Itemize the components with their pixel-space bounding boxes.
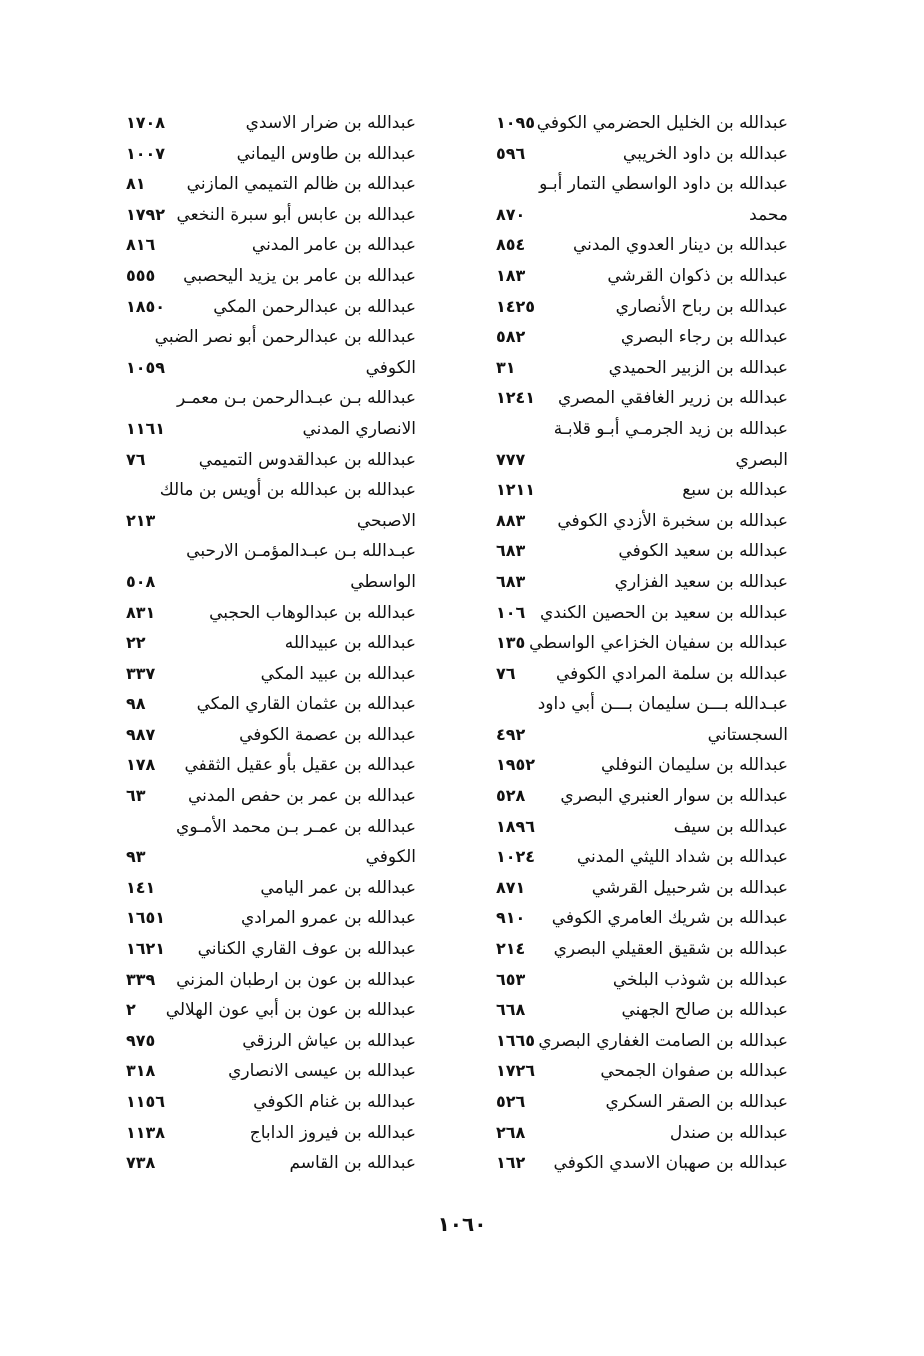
index-entry — [496, 536, 788, 567]
entry-number: ١٩٥٢ — [496, 755, 536, 775]
entry-name: عبدالله بن عامر بن يزيد اليحصبي — [183, 265, 416, 286]
index-entry — [496, 873, 788, 904]
index-entry — [126, 1118, 416, 1149]
index-entry — [496, 445, 788, 476]
entry-name: عبـدالله بـن عبـدالمؤمـن الارحبي — [186, 541, 416, 562]
entry-name: عبدالله بن عبيد المكي — [260, 663, 416, 684]
entry-name: عبدالله بن داود الخريبي — [622, 143, 788, 164]
index-entry — [126, 261, 416, 292]
index-entry — [126, 536, 416, 567]
entry-name: عبدالله بن شقيق العقيلي البصري — [553, 939, 788, 960]
entry-name: عبدالله بن غنام الكوفي — [253, 1092, 416, 1112]
index-entry — [126, 445, 416, 476]
entry-number: ١٦٥١ — [126, 908, 166, 928]
entry-name: عبدالله بن عمر اليامي — [260, 877, 416, 898]
entry-number: ٩١٠ — [496, 908, 526, 928]
index-entry — [496, 659, 788, 690]
index-entry — [126, 659, 416, 690]
entry-name: محمد — [749, 204, 788, 225]
entry-number: ٨٨٣ — [496, 510, 526, 530]
entry-name: عبدالله بن الزبير الحميدي — [608, 357, 788, 378]
entry-number: ١٧٢٦ — [496, 1061, 536, 1081]
entry-name: عبدالله بن صالح الجهني — [621, 1000, 788, 1021]
entry-name: عبدالله بن الخليل الحضرمي الكوفي — [536, 113, 788, 133]
index-entry — [496, 169, 788, 200]
entry-number: ٤٩٢ — [496, 724, 526, 744]
index-entry — [126, 475, 416, 506]
entry-name: عبدالله بن سيف — [673, 816, 788, 837]
entry-number: ٢ — [126, 1000, 136, 1020]
entry-number: ٨١ — [126, 174, 146, 194]
index-entry — [496, 383, 788, 414]
entry-number: ١٣٥ — [496, 633, 526, 653]
entry-name: عبدالله بن عثمان القاري المكي — [196, 694, 416, 715]
entry-name: عبدالله بن سبع — [682, 480, 788, 501]
index-entry — [496, 720, 788, 751]
entry-number: ٧٣٨ — [126, 1153, 156, 1173]
index-entry — [126, 1056, 416, 1087]
entry-number: ١٦٦٥ — [496, 1030, 536, 1050]
entry-name: عبدالله بن شوذب البلخي — [612, 969, 788, 990]
index-entry — [496, 475, 788, 506]
entry-number: ٣٣٩ — [126, 969, 156, 989]
entry-name: عبدالله بن طاوس اليماني — [236, 143, 416, 164]
index-entry — [126, 598, 416, 629]
index-entry — [126, 995, 416, 1026]
entry-name: عبدالله بن عياش الرزقي — [242, 1030, 416, 1051]
entry-number: ٩٨٧ — [126, 724, 156, 744]
entry-name: عبدالله بن فيروز الداباج — [249, 1122, 416, 1143]
entry-number: ١٦٢١ — [126, 939, 166, 959]
index-entry — [496, 1087, 788, 1118]
index-entry — [126, 934, 416, 965]
entry-number: ٧٦ — [126, 449, 146, 469]
index-entry — [126, 812, 416, 843]
entry-name: عبدالله بن عبدالرحمن أبو نصر الضبي — [154, 327, 416, 348]
index-entry — [496, 995, 788, 1026]
entry-number: ١٠٦ — [496, 602, 526, 622]
index-entry — [126, 965, 416, 996]
entry-name: عبدالله بن سلمة المرادي الكوفي — [555, 663, 788, 684]
entry-number: ١٤١ — [126, 877, 156, 897]
index-entry — [126, 353, 416, 384]
index-entry — [126, 720, 416, 751]
entry-name: عبدالله بن شرحبيل القرشي — [591, 877, 788, 898]
entry-number: ٣١٨ — [126, 1061, 156, 1081]
index-entry — [496, 1148, 788, 1179]
entry-name: عبدالله بن سعيد بن الحصين الكندي — [539, 602, 788, 623]
entry-name: عبدالله بن عبدالقدوس التميمي — [198, 449, 416, 470]
index-entry — [496, 322, 788, 353]
index-entry — [496, 750, 788, 781]
entry-number: ١٢١١ — [496, 480, 536, 500]
entry-name: عبدالله بن عيسى الانصاري — [228, 1061, 416, 1082]
index-entry — [496, 689, 788, 720]
index-entry — [126, 230, 416, 261]
entry-number: ٥٢٨ — [496, 786, 526, 806]
entry-number: ٨١٦ — [126, 235, 156, 255]
entry-number: ٢١٣ — [126, 510, 156, 530]
entry-number: ٧٧٧ — [496, 449, 526, 469]
index-entry — [496, 842, 788, 873]
entry-name: عبدالله بن سعيد الفزاري — [614, 571, 788, 592]
entry-name: الكوفي — [365, 357, 416, 378]
entry-number: ١٧٩٢ — [126, 204, 166, 224]
entry-name: عبدالله بن الصقر السكري — [605, 1092, 788, 1112]
index-column-left — [126, 108, 416, 1179]
entry-name: الانصاري المدني — [302, 418, 416, 439]
entry-name: عبدالله بن شريك العامري الكوفي — [551, 908, 788, 929]
entry-name: عبدالله بن زرير الغافقي المصري — [558, 388, 788, 409]
entry-number: ٨٧١ — [496, 877, 526, 897]
index-entry — [496, 230, 788, 261]
entry-name: عبدالله بـن عبـدالرحمن بـن معمـر — [177, 388, 416, 409]
index-entry — [496, 1118, 788, 1149]
entry-name: عبدالله بن سليمان النوفلي — [601, 755, 788, 776]
entry-number: ٩٨ — [126, 694, 146, 714]
entry-number: ٩٣ — [126, 847, 146, 867]
entry-name: الواسطي — [350, 571, 416, 592]
index-entry — [496, 353, 788, 384]
entry-number: ٨٥٤ — [496, 235, 526, 255]
entry-name: عبدالله بن زيد الجرمـي أبـو قلابـة — [553, 418, 788, 439]
index-column-right — [496, 108, 788, 1179]
entry-number: ٥٨٢ — [496, 327, 526, 347]
index-entry — [126, 506, 416, 537]
entry-name: عبدالله بن داود الواسطي التمار أبـو — [539, 174, 788, 195]
entry-number: ١٨٣ — [496, 265, 526, 285]
index-entry — [496, 934, 788, 965]
index-entry — [126, 689, 416, 720]
entry-name: عبدالله بن رجاء البصري — [620, 327, 788, 348]
entry-name: عبدالله بن عبدالوهاب الحجبي — [209, 602, 416, 623]
entry-number: ٣٣٧ — [126, 663, 156, 683]
entry-name: الاصبحي — [356, 510, 416, 531]
entry-number: ٦٦٨ — [496, 1000, 526, 1020]
entry-number: ١٧٨ — [126, 755, 156, 775]
entry-name: عبدالله بن سوار العنبري البصري — [560, 786, 788, 807]
index-entry — [496, 1056, 788, 1087]
entry-name: عبدالله بن سخبرة الأزدي الكوفي — [557, 510, 788, 531]
entry-name: عبدالله بن عون بن ارطبان المزني — [176, 969, 416, 990]
entry-number: ٥٠٨ — [126, 571, 156, 591]
index-entry — [126, 383, 416, 414]
entry-number: ٦٣ — [126, 786, 146, 806]
entry-number: ٢٦٨ — [496, 1122, 526, 1142]
entry-number: ١٠٥٩ — [126, 357, 166, 377]
entry-number: ٨٣١ — [126, 602, 156, 622]
index-entry — [496, 567, 788, 598]
entry-name: عبدالله بن دينار العدوي المدني — [572, 235, 788, 256]
index-entry — [496, 903, 788, 934]
entry-name: عبدالله بن شداد الليثي المدني — [576, 847, 788, 868]
index-entry — [496, 200, 788, 231]
entry-number: ٦٨٣ — [496, 541, 526, 561]
index-entry — [126, 139, 416, 170]
entry-number: ١١٣٨ — [126, 1122, 166, 1142]
entry-number: ١٠٠٧ — [126, 143, 166, 163]
entry-name: السجستاني — [707, 724, 788, 745]
index-entry — [496, 414, 788, 445]
entry-number: ١٠٢٤ — [496, 847, 536, 867]
entry-number: ٦٨٣ — [496, 571, 526, 591]
index-entry — [496, 1026, 788, 1057]
index-entry — [496, 139, 788, 170]
index-entry — [126, 322, 416, 353]
entry-name: عبدالله بن عون بن أبي عون الهلالي — [165, 1000, 416, 1021]
index-entry — [496, 108, 788, 139]
entry-number: ١٨٩٦ — [496, 816, 536, 836]
entry-name: عبدالله بن ظالم التميمي المازني — [186, 174, 416, 195]
index-entry — [126, 108, 416, 139]
index-entry — [496, 812, 788, 843]
entry-name: عبدالله بن عصمة الكوفي — [239, 724, 416, 745]
page-number: ١٠٦٠ — [437, 1212, 487, 1236]
entry-number: ١٧٠٨ — [126, 113, 166, 132]
entry-number: ١١٦١ — [126, 418, 166, 438]
entry-name: عبدالله بن رباح الأنصاري — [615, 296, 788, 317]
entry-number: ٣١ — [496, 357, 516, 377]
entry-name: عبدالله بن عامر المدني — [251, 235, 416, 256]
index-entry — [126, 200, 416, 231]
index-entry — [496, 965, 788, 996]
entry-number: ٨٧٠ — [496, 204, 526, 224]
entry-name: البصري — [735, 449, 788, 470]
index-entry — [496, 292, 788, 323]
entry-name: عبدالله بن عقيل بأو عقيل الثقفي — [184, 755, 416, 776]
entry-name: الكوفي — [365, 847, 416, 868]
entry-number: ٢٢ — [126, 633, 146, 653]
entry-number: ٧٦ — [496, 663, 516, 683]
entry-name: عبدالله بن عمرو المرادي — [241, 908, 416, 929]
entry-name: عبدالله بن عبدالله بن أويس بن مالك — [159, 480, 416, 501]
entry-name: عبدالله بن سعيد الكوفي — [618, 541, 788, 562]
index-entry — [126, 414, 416, 445]
index-entry — [126, 1026, 416, 1057]
entry-number: ١١٥٦ — [126, 1092, 166, 1111]
entry-number: ٥٩٦ — [496, 143, 526, 163]
index-entry — [496, 781, 788, 812]
entry-number: ٩٧٥ — [126, 1030, 156, 1050]
entry-name: عبدالله بن ضرار الاسدي — [245, 113, 416, 133]
entry-name: عبدالله بن الصامت الغفاري البصري — [538, 1030, 788, 1051]
entry-name: عبدالله بن صندل — [669, 1122, 788, 1143]
entry-number: ٢١٤ — [496, 939, 526, 959]
entry-name: عبدالله بن ذكوان القرشي — [607, 265, 788, 286]
index-entry — [126, 1087, 416, 1118]
index-entry — [496, 598, 788, 629]
entry-number: ١٨٥٠ — [126, 296, 166, 316]
entry-name: عبدالله بن القاسم — [289, 1153, 416, 1174]
entry-name: عبدالله بن سفيان الخزاعي الواسطي — [529, 633, 788, 654]
entry-number: ١٦٢ — [496, 1153, 526, 1173]
entry-number: ١٤٢٥ — [496, 296, 536, 316]
index-entry — [126, 873, 416, 904]
entry-name: عبدالله بن عمـر بـن محمد الأمـوي — [176, 816, 416, 837]
index-entry — [126, 567, 416, 598]
index-entry — [126, 781, 416, 812]
index-entry — [126, 169, 416, 200]
entry-name: عبدالله بن عبيدالله — [284, 633, 416, 654]
entry-number: ٥٥٥ — [126, 265, 156, 285]
index-entry — [126, 842, 416, 873]
entry-number: ١٠٩٥ — [496, 113, 536, 132]
entry-name: عبدالله بن صهبان الاسدي الكوفي — [553, 1153, 788, 1174]
index-entry — [496, 628, 788, 659]
entry-name: عبـدالله بـــن سليمان بـــن أبي داود — [537, 694, 788, 715]
index-entry — [126, 750, 416, 781]
entry-name: عبدالله بن عابس أبو سبرة النخعي — [176, 204, 416, 225]
index-entry — [126, 1148, 416, 1179]
entry-name: عبدالله بن عمر بن حفص المدني — [187, 786, 416, 807]
entry-number: ١٢٤١ — [496, 388, 536, 408]
index-entry — [126, 903, 416, 934]
index-entry — [126, 628, 416, 659]
entry-name: عبدالله بن عبدالرحمن المكي — [213, 296, 416, 317]
entry-name: عبدالله بن صفوان الجمحي — [600, 1061, 788, 1082]
index-entry — [496, 506, 788, 537]
index-entry — [496, 261, 788, 292]
index-entry — [126, 292, 416, 323]
entry-name: عبدالله بن عوف القاري الكناني — [197, 939, 416, 960]
entry-number: ٦٥٣ — [496, 969, 526, 989]
entry-number: ٥٢٦ — [496, 1092, 526, 1111]
